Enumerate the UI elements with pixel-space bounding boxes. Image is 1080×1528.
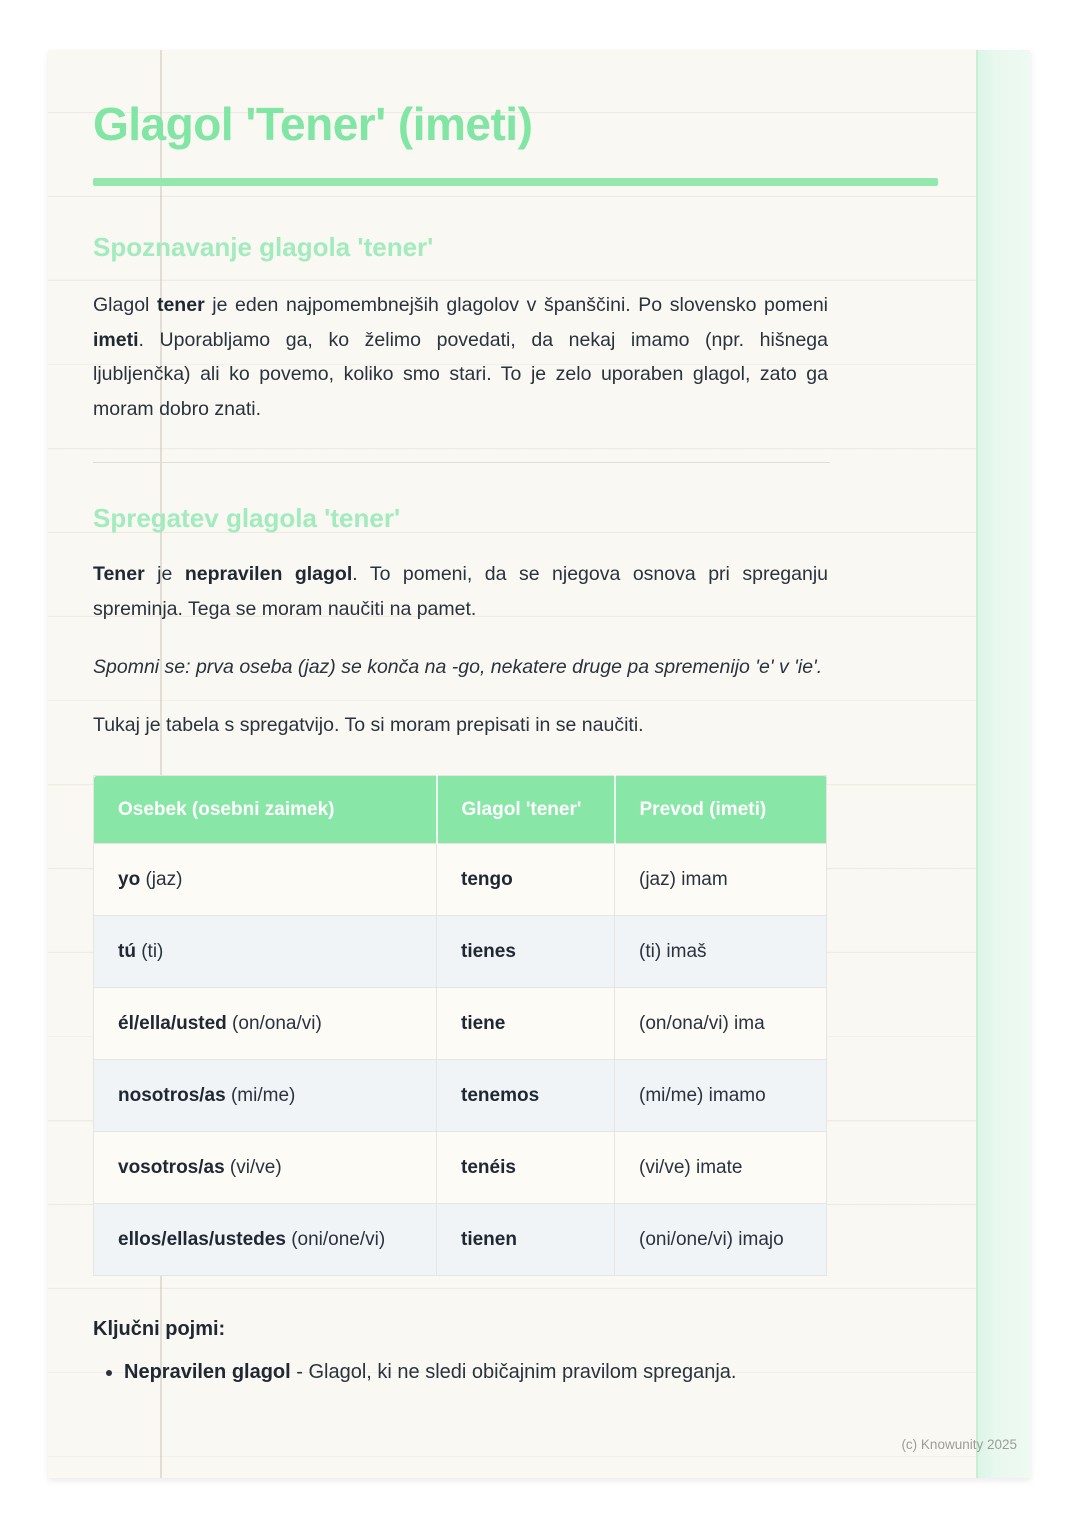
- verb-cell: [437, 844, 615, 916]
- term-tener: Tener: [93, 563, 145, 585]
- translation-text: (oni/one/vi) imajo: [639, 1228, 784, 1250]
- pronoun-slovene: (on/ona/vi): [226, 1012, 322, 1034]
- pronoun-cell: [94, 1060, 437, 1132]
- intro-text: je eden najpomembnejših glagolov v španščini. Po slovensko pomeni: [204, 294, 828, 316]
- translation-text: (ti) imaš: [639, 940, 707, 962]
- table-header-translation: Prevod (imeti): [615, 776, 827, 844]
- translation-text: (vi/ve) imate: [639, 1156, 743, 1178]
- translation-cell: [615, 1204, 827, 1276]
- translation-cell: [615, 1132, 827, 1204]
- pronoun-spanish: nosotros/as: [118, 1084, 226, 1106]
- key-term: Nepravilen glagol: [124, 1361, 291, 1383]
- table-row: [94, 916, 827, 988]
- conjugation-text: . To pomeni, da se njegova osnova pri spreganju spreminja. Tega se moram naučiti na pamet.: [93, 563, 828, 620]
- verb-form: tenéis: [461, 1156, 516, 1178]
- translation-cell: [615, 916, 827, 988]
- translation-text: (jaz) imam: [639, 868, 728, 890]
- pronoun-cell: [94, 1204, 437, 1276]
- section-divider: [93, 462, 830, 463]
- key-terms-list: [93, 1355, 1031, 1389]
- reminder-note: Spomni se: prva oseba (jaz) se konča na -go, nekatere druge pa spremenijo 'e' v 'ie'.: [93, 656, 823, 678]
- conjugation-table: [93, 775, 827, 1276]
- table-row: [94, 1060, 827, 1132]
- section-heading-conjugation: Spregatev glagola 'tener': [93, 503, 401, 533]
- conjugation-paragraph: [93, 557, 828, 626]
- pronoun-cell: [94, 916, 437, 988]
- verb-form: tiene: [461, 1012, 506, 1034]
- page-title: Glagol 'Tener' (imeti): [93, 98, 533, 150]
- pronoun-spanish: yo: [118, 868, 141, 890]
- verb-cell: [437, 916, 615, 988]
- table-intro-paragraph: Tukaj je tabela s spregatvijo. To si moram prepisati in se naučiti.: [93, 713, 644, 736]
- translation-cell: [615, 1060, 827, 1132]
- pronoun-slovene: (ti): [135, 940, 164, 962]
- pronoun-slovene: (mi/me): [225, 1084, 296, 1106]
- table-header-person: Osebek (osebni zaimek): [94, 776, 437, 844]
- pronoun-cell: [94, 844, 437, 916]
- table-row: [94, 1204, 827, 1276]
- verb-form: tengo: [461, 868, 513, 890]
- pronoun-spanish: tú: [118, 940, 136, 962]
- verb-form: tienes: [461, 940, 516, 962]
- verb-cell: [437, 1060, 615, 1132]
- table-row: [94, 844, 827, 916]
- pronoun-spanish: ellos/ellas/ustedes: [118, 1228, 286, 1250]
- pronoun-cell: [94, 988, 437, 1060]
- verb-form: tienen: [461, 1228, 517, 1250]
- term-imeti: imeti: [93, 328, 139, 351]
- term-irregular-verb: nepravilen glagol: [184, 563, 353, 585]
- pronoun-spanish: él/ella/usted: [118, 1012, 227, 1034]
- document-page: [48, 50, 1031, 1478]
- verb-cell: [437, 988, 615, 1060]
- copyright-notice: (c) Knowunity 2025: [901, 1437, 1017, 1452]
- section-heading-intro: Spoznavanje glagola 'tener': [93, 232, 434, 262]
- translation-cell: [615, 844, 827, 916]
- title-underline-bar: [93, 178, 938, 186]
- translation-text: (mi/me) imamo: [639, 1084, 766, 1106]
- table-row: [94, 1132, 827, 1204]
- intro-paragraph: [93, 288, 828, 426]
- intro-text: . Uporabljamo ga, ko želimo povedati, da nekaj imamo (npr. hišnega ljubljenčka) ali ko povemo, koliko smo stari. To je zelo uporaben glagol, zato ga moram dobro znati.: [93, 328, 828, 420]
- translation-cell: [615, 988, 827, 1060]
- pronoun-slovene: (vi/ve): [224, 1156, 282, 1178]
- verb-cell: [437, 1204, 615, 1276]
- table-row: [94, 988, 827, 1060]
- document-content: [48, 50, 1031, 1389]
- term-tener: tener: [156, 294, 205, 316]
- pronoun-spanish: vosotros/as: [118, 1156, 225, 1178]
- conjugation-text: je: [144, 563, 185, 585]
- table-header-row: [94, 776, 827, 844]
- translation-text: (on/ona/vi) ima: [639, 1012, 765, 1034]
- key-terms-heading: Ključni pojmi:: [93, 1318, 226, 1340]
- verb-form: tenemos: [461, 1084, 540, 1106]
- pronoun-cell: [94, 1132, 437, 1204]
- intro-text: Glagol: [93, 294, 157, 316]
- table-header-verb: Glagol 'tener': [437, 776, 615, 844]
- key-term-definition: - Glagol, ki ne sledi običajnim pravilom spreganja.: [290, 1361, 737, 1383]
- pronoun-slovene: (jaz): [140, 868, 183, 890]
- verb-cell: [437, 1132, 615, 1204]
- list-item: [124, 1355, 1031, 1389]
- pronoun-slovene: (oni/one/vi): [285, 1228, 386, 1250]
